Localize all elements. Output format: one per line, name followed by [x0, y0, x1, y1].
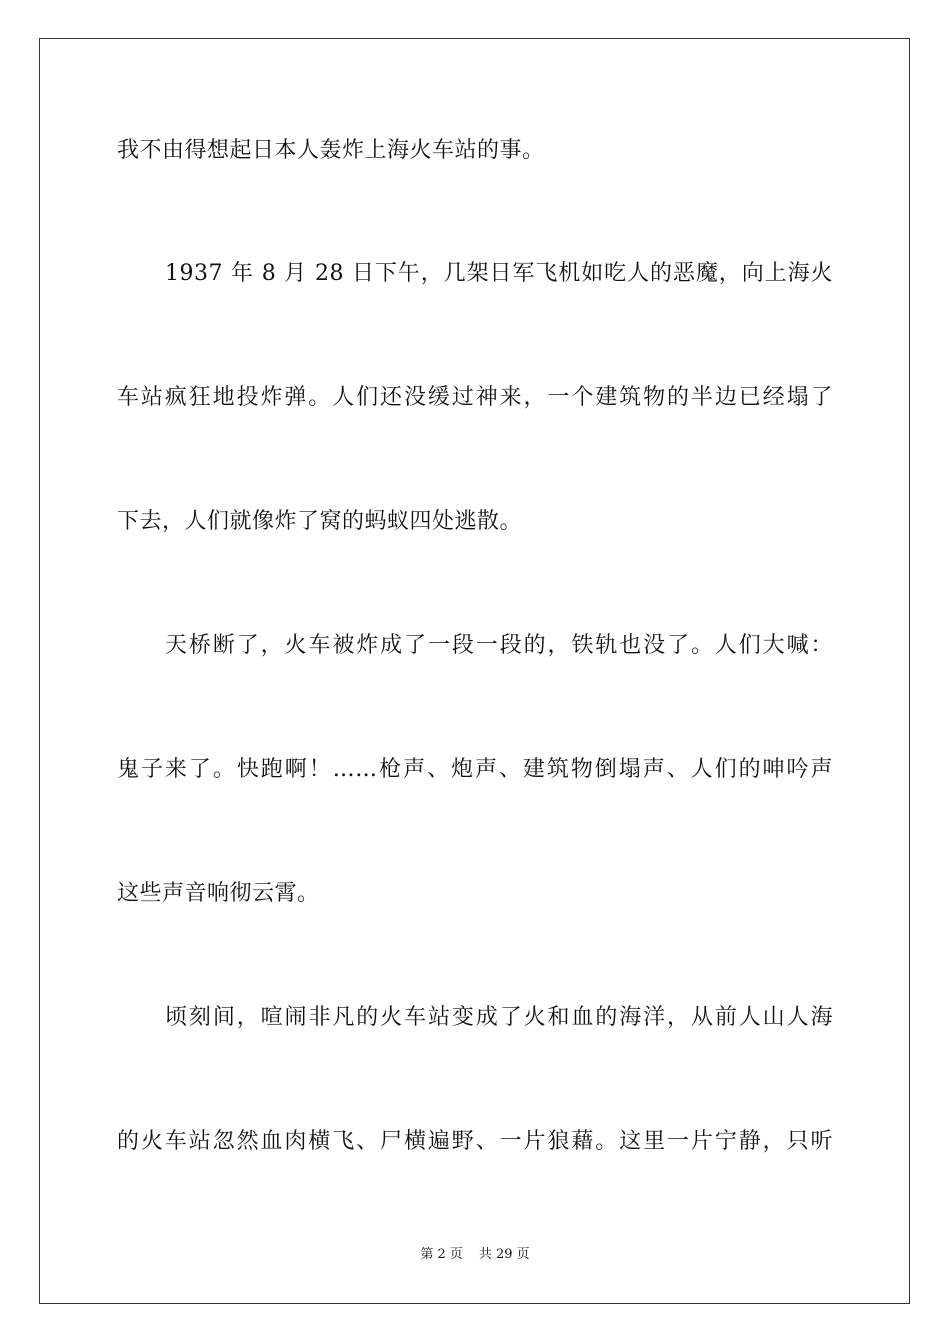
- body-line-3: 车站疯狂地投炸弹。人们还没缓过神来，一个建筑物的半边已经塌了: [117, 385, 833, 410]
- body-line-4: 下去，人们就像炸了窝的蚂蚁四处逃散。: [117, 509, 523, 534]
- body-line-8: 顷刻间，喧闹非凡的火车站变成了火和血的海洋，从前人山人海: [165, 1005, 833, 1030]
- body-line-6: 鬼子来了。快跑啊！……枪声、炮声、建筑物倒塌声、人们的呻吟声: [117, 757, 833, 782]
- body-line-5: 天桥断了，火车被炸成了一段一段的，铁轨也没了。人们大喊：: [165, 633, 833, 658]
- page-number-total: 共 29 页: [478, 1247, 530, 1262]
- body-line-7: 这些声音响彻云霄。: [117, 881, 320, 906]
- body-line-9: 的火车站忽然血肉横飞、尸横遍野、一片狼藉。这里一片宁静，只听: [117, 1129, 833, 1154]
- page-border: [39, 38, 910, 1304]
- page-number-current: 第 2 页: [420, 1247, 463, 1262]
- body-line-1: 我不由得想起日本人轰炸上海火车站的事。: [117, 138, 545, 163]
- body-line-2: 1937 年 8 月 28 日下午，几架日军飞机如吃人的恶魔，向上海火: [165, 261, 833, 286]
- page-footer: [0, 1246, 950, 1264]
